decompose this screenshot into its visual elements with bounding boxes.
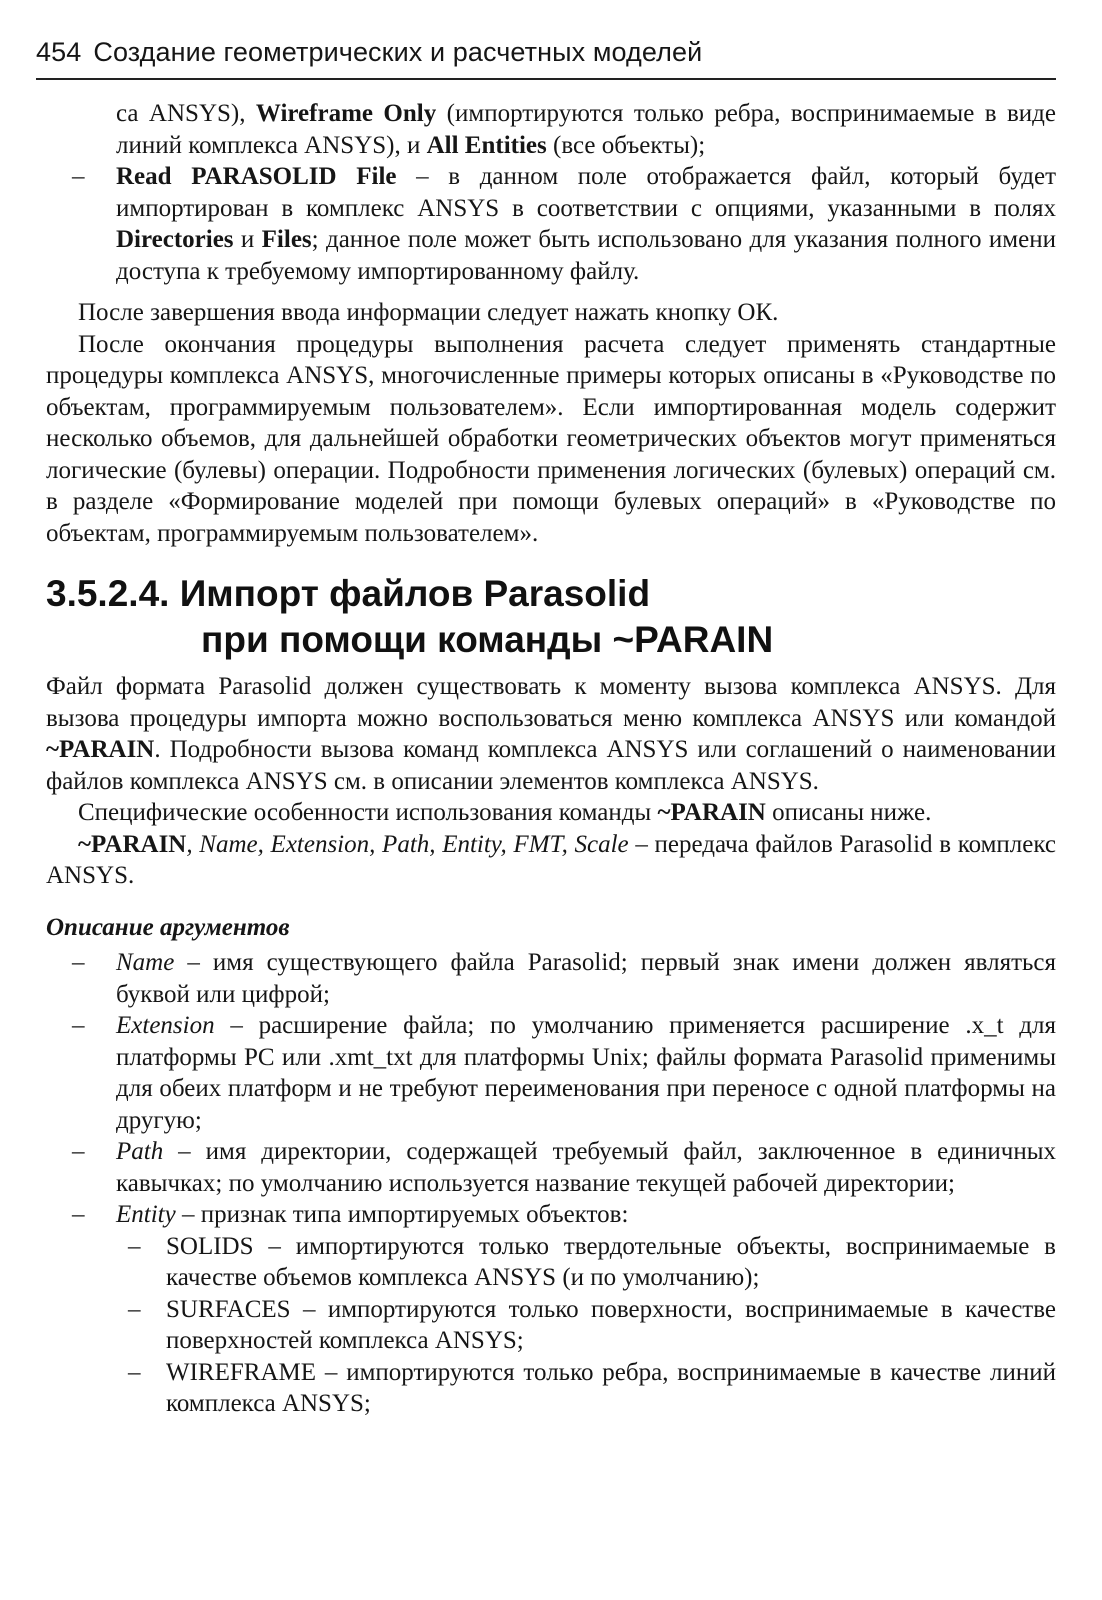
specific-text-1: Специфические особенности использования команды — [78, 799, 658, 826]
header-rule — [36, 78, 1056, 80]
argument-text: – признак типа импортируемых объектов: — [175, 1201, 629, 1228]
arguments-heading: Описание аргументов — [46, 913, 290, 941]
term-read-parasolid-file: Read PARASOLID File — [116, 163, 397, 190]
entity-option-text: SOLIDS – импортируются только твердотельные объекты, воспринимаемые в качестве объемов комплекса ANSYS (и по умолчанию); — [166, 1232, 1056, 1291]
continuation-text-2: (импортируются только ребра, воспринимаемые в виде линий комплекса ANSYS), и — [116, 100, 1056, 159]
section-title-line1: 3.5.2.4. Импорт файлов Parasolid — [46, 573, 651, 614]
entity-option-text: SURFACES – импортируются только поверхности, воспринимаемые в качестве поверхностей комплекса ANSYS; — [166, 1295, 1056, 1354]
read-item-text-3: ; данное поле может быть использовано для указания полного имени доступа к требуемому импортированному файлу. — [116, 226, 1056, 285]
argument-name: Entity — [116, 1201, 176, 1228]
entity-option-surfaces — [46, 1294, 1056, 1357]
argument-item — [46, 1199, 1056, 1231]
format-text-1: Файл формата Parasolid должен существовать к моменту вызова комплекса ANSYS. Для вызова процедуры импорта можно воспользоваться меню комплекса ANSYS или командой — [46, 673, 1056, 732]
paragraph-parasolid-format — [46, 671, 1056, 797]
term-wireframe-only: Wireframe Only — [255, 100, 437, 127]
argument-text: – имя директории, содержащей требуемый файл, заключенное в единичных кавычках; по умолчанию используется название текущей рабочей директории; — [116, 1138, 1056, 1197]
list-dash: – — [128, 1295, 141, 1323]
list-dash: – — [72, 1201, 85, 1228]
command-parain: ~PARAIN — [78, 830, 187, 858]
term-directories: Directories — [116, 226, 234, 253]
term-all-entities: All Entities — [426, 131, 547, 159]
argument-text: – имя существующего файла Parasolid; первый знак имени должен являться буквой или цифрой; — [116, 949, 1056, 1008]
argument-item — [46, 947, 1056, 1010]
argument-item — [46, 1010, 1056, 1136]
argument-item — [46, 1136, 1056, 1199]
continuation-text-1: са ANSYS), — [116, 100, 256, 127]
list-dash: – — [128, 1358, 141, 1386]
paragraph-after-calculation: После окончания процедуры выполнения расчета следует применять стандартные процедуры комплекса ANSYS, многочисленные примеры которых описаны в «Руководстве по объектам, программируемым пользователем». Если импортированная модель содержит несколько объемов, для дальнейшей обработки геометрических объектов могут применяться логические (булевы) операции. Подробности применения логических (булевых) операций см. в разделе «Формирование моделей при помощи булевых операций» в «Руководстве по объектам, программируемым пользователем». — [46, 330, 1056, 547]
list-dash: – — [72, 1012, 85, 1039]
page-number: 454 — [36, 37, 82, 67]
entity-option-solids — [46, 1231, 1056, 1294]
entity-option-wireframe — [46, 1357, 1056, 1420]
list-dash: – — [128, 1232, 141, 1260]
continuation-text-3: (все объекты); — [546, 131, 706, 159]
entity-option-text: WIREFRAME – импортируются только ребра, воспринимаемые в качестве линий комплекса ANSYS; — [166, 1358, 1056, 1417]
paragraph-specific-features — [46, 797, 1056, 829]
list-item-read-parasolid-file — [46, 161, 1056, 287]
command-parain: ~PARAIN — [46, 736, 155, 763]
term-files: Files — [261, 226, 312, 253]
command-parain: ~PARAIN — [657, 799, 766, 826]
paragraph-command-syntax — [46, 829, 1056, 892]
argument-name: Name — [116, 949, 175, 976]
read-item-text-2: и — [233, 226, 262, 253]
format-text-2: . Подробности вызова команд комплекса ANSYS или соглашений о наименовании файлов комплекса ANSYS см. в описании элементов комплекса ANSYS. — [46, 736, 1056, 795]
syntax-text: – передача файлов Parasolid в комплекс ANSYS. — [46, 830, 1056, 889]
list-dash: – — [72, 949, 85, 976]
command-arguments: , Name, Extension, Path, Entity, FMT, Scale — [186, 830, 629, 858]
list-dash: – — [72, 163, 85, 190]
specific-text-2: описаны ниже. — [765, 799, 932, 826]
read-item-text-1: – в данном поле отображается файл, который будет импортирован в комплекс ANSYS в соответствии с опциями, указанными в полях — [116, 163, 1056, 222]
list-continuation — [46, 98, 1056, 161]
argument-name: Path — [116, 1138, 164, 1165]
argument-name: Extension — [116, 1012, 215, 1039]
argument-text: – расширение файла; по умолчанию применяется расширение .x_t для платформы PC или .xmt_txt для платформы Unix; файлы формата Parasolid применимы для обеих платформ и не требуют переименования при переносе с одной платформы на другую; — [116, 1012, 1056, 1134]
running-header — [36, 26, 1056, 78]
paragraph-ok: После завершения ввода информации следует нажать кнопку ОК. — [78, 299, 779, 326]
section-title-line2: при помощи команды ~PARAIN — [201, 619, 774, 660]
list-dash: – — [72, 1138, 85, 1165]
section-title — [46, 571, 1056, 663]
page-body — [46, 98, 1056, 1420]
running-title: Создание геометрических и расчетных моделей — [93, 37, 703, 67]
